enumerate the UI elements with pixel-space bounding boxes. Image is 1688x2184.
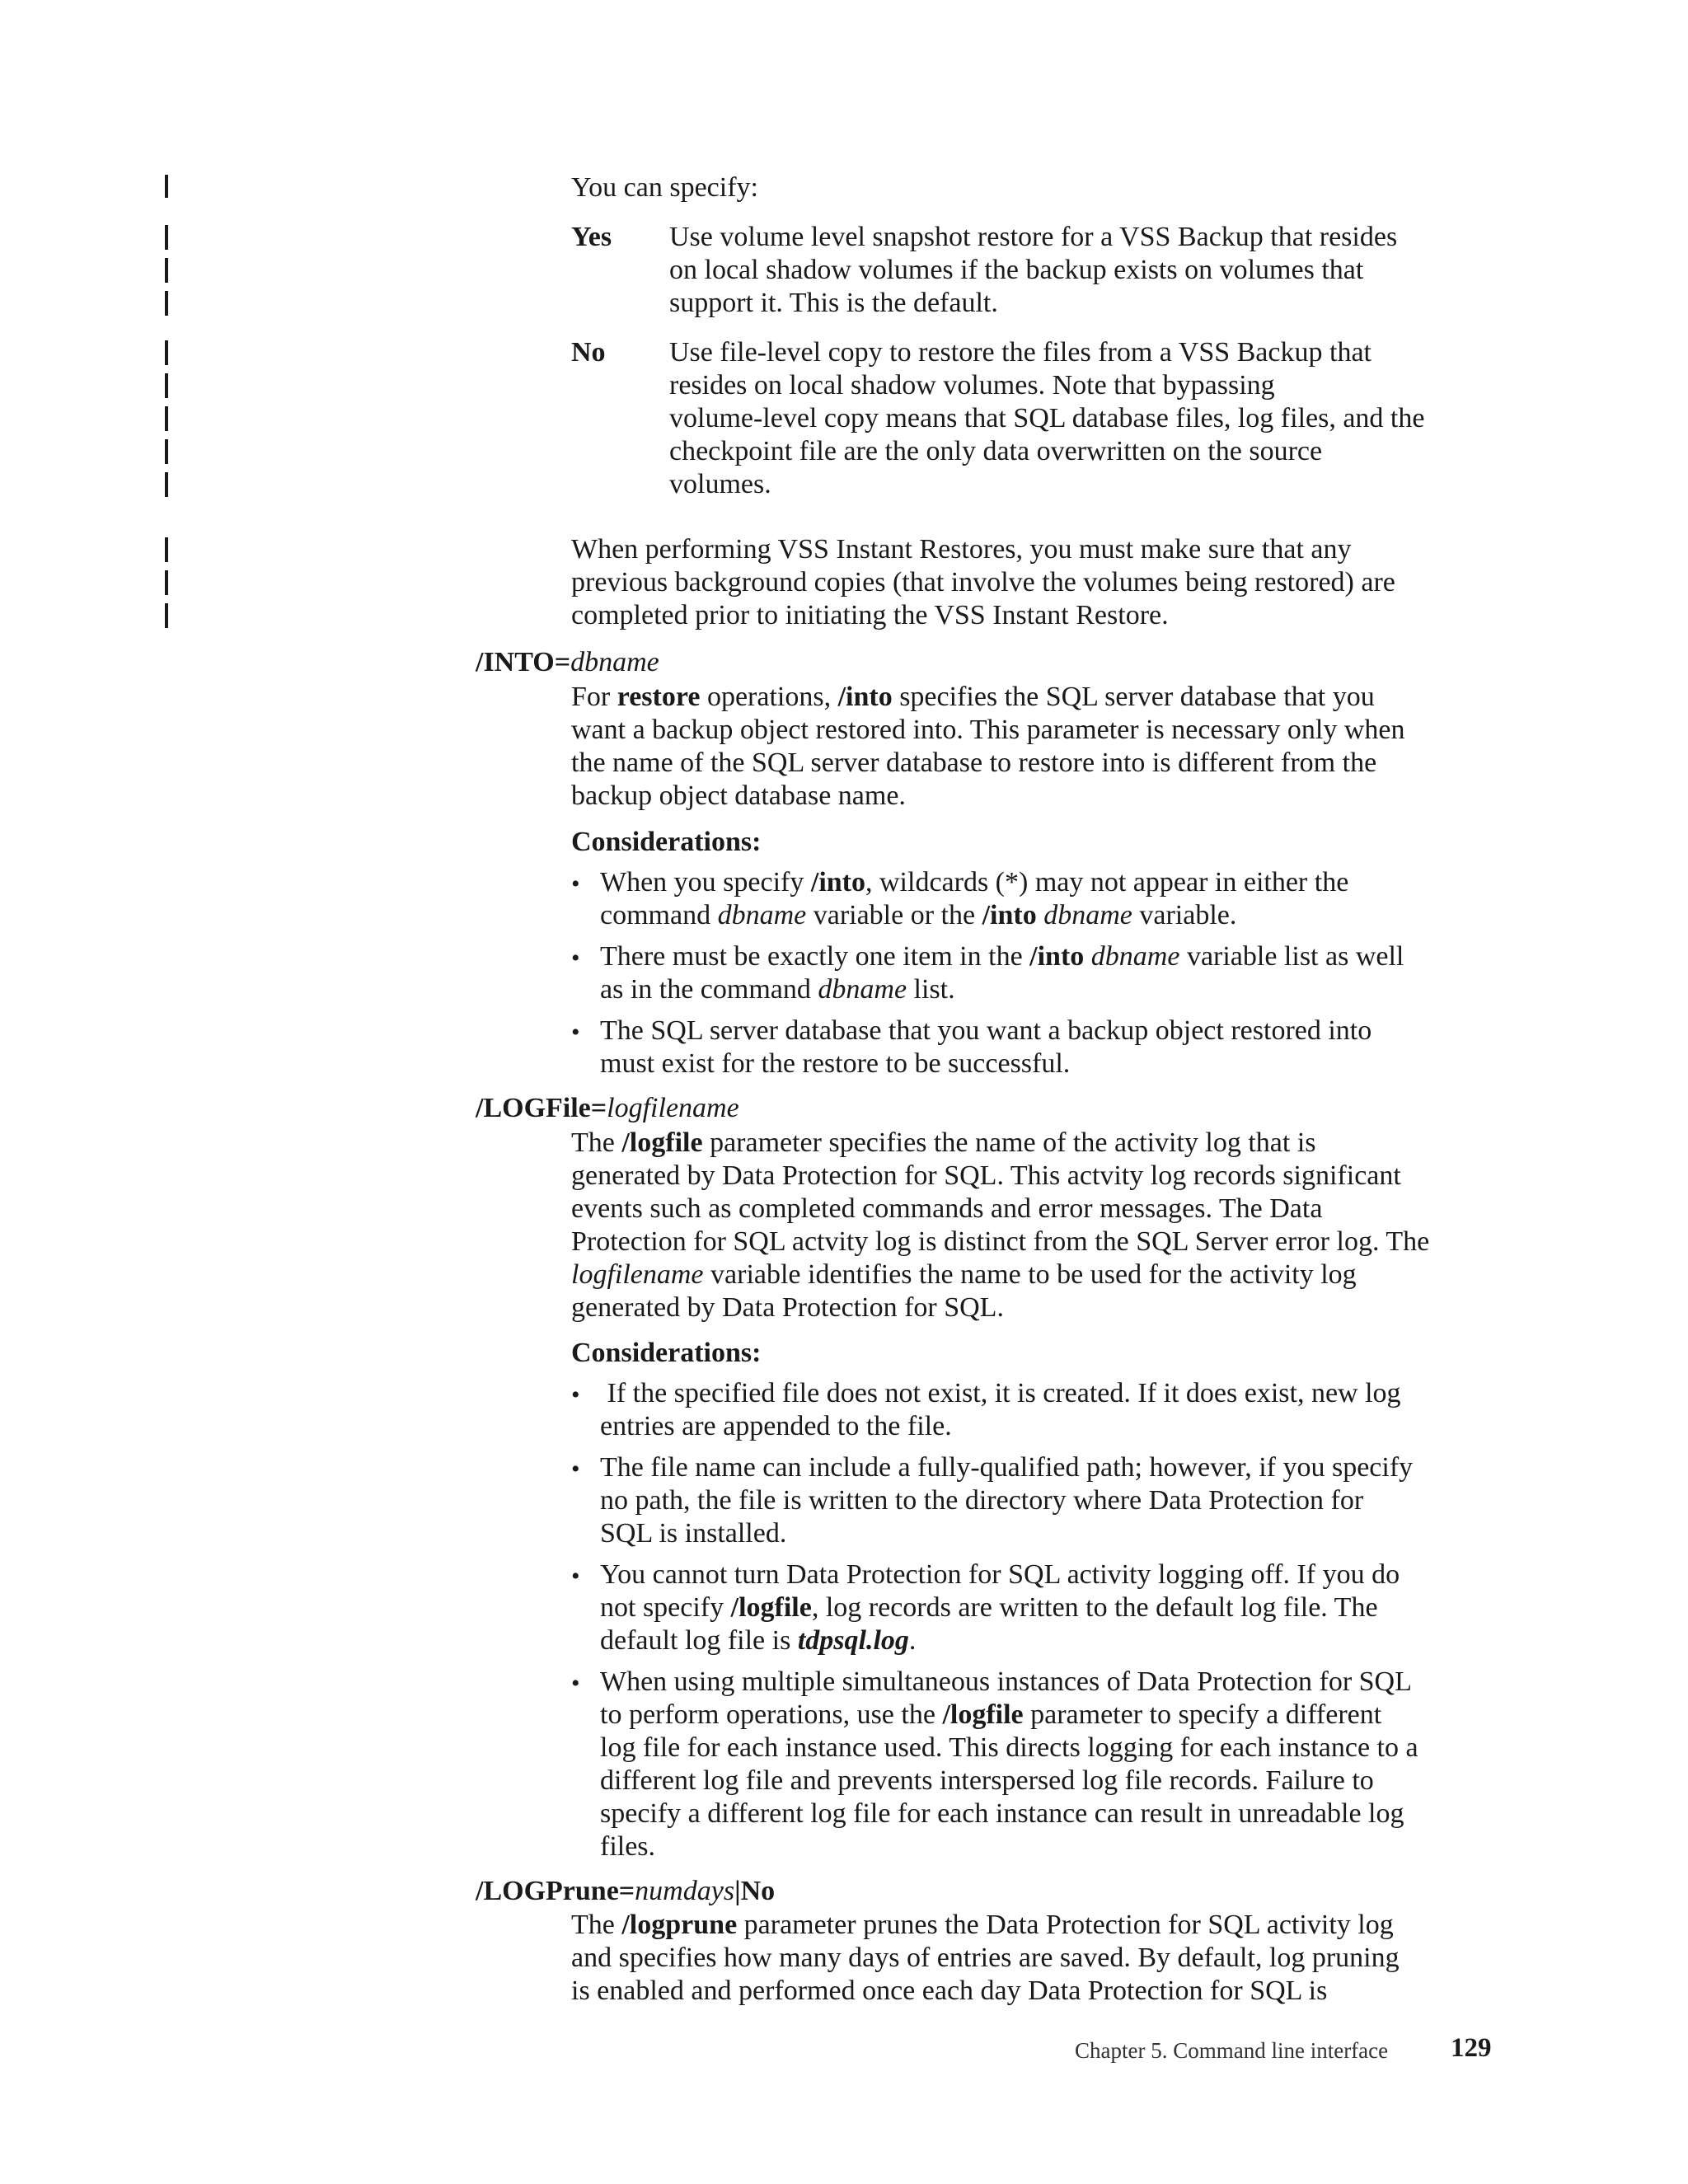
option-no-line: resides on local shadow volumes. Note that bypassing bbox=[669, 370, 1275, 401]
bold-term: /logfile bbox=[621, 1127, 703, 1158]
into-desc-line: backup object database name. bbox=[571, 780, 906, 811]
bold-term: restore bbox=[617, 682, 701, 712]
logprune-desc-line: and specifies how many days of entries are saved. By default, log pruning bbox=[571, 1943, 1400, 1973]
change-bar bbox=[165, 291, 168, 316]
option-label-yes: Yes bbox=[571, 222, 612, 252]
change-bar bbox=[165, 340, 168, 365]
intro-closing-line: When performing VSS Instant Restores, you must make sure that any bbox=[571, 534, 1352, 565]
into-considerations-heading: Considerations: bbox=[571, 827, 762, 857]
change-bar bbox=[165, 406, 168, 431]
logfile-desc-line: events such as completed commands and error messages. The Data bbox=[571, 1193, 1323, 1224]
change-bar bbox=[165, 373, 168, 398]
option-no-line: checkpoint file are the only data overwritten on the source bbox=[669, 436, 1323, 466]
text-run: . bbox=[908, 1625, 917, 1656]
bullet-icon: • bbox=[571, 944, 580, 972]
logfile-considerations-heading: Considerations: bbox=[571, 1338, 762, 1368]
footer-chapter: Chapter 5. Command line interface bbox=[1075, 2038, 1389, 2063]
footer-page-number: 129 bbox=[1451, 2033, 1492, 2063]
bullet-icon: • bbox=[571, 870, 580, 898]
into-desc-line bbox=[571, 681, 1375, 714]
bullet-icon: • bbox=[571, 1019, 580, 1046]
text-run: as in the command bbox=[600, 974, 818, 1005]
text-run: parameter to specify a different bbox=[1023, 1699, 1382, 1730]
change-bar bbox=[165, 439, 168, 464]
intro-closing-line: completed prior to initiating the VSS Instant Restore. bbox=[571, 600, 1169, 630]
option-label-no: No bbox=[571, 337, 606, 368]
logfile-bullet-line: files. bbox=[600, 1831, 656, 1862]
param-name: /LOGPrune= bbox=[476, 1876, 635, 1906]
logfile-bullet-line: When using multiple simultaneous instances of Data Protection for SQL bbox=[600, 1666, 1412, 1697]
bullet-icon: • bbox=[571, 1381, 580, 1408]
change-bar bbox=[165, 175, 168, 198]
change-bar bbox=[165, 225, 168, 250]
text-run: not specify bbox=[600, 1592, 731, 1623]
italic-term: dbname bbox=[717, 900, 807, 930]
logfile-bullet-line: no path, the file is written to the directory where Data Protection for bbox=[600, 1485, 1364, 1516]
logfile-desc-line bbox=[571, 1127, 1316, 1160]
text-run: parameter specifies the name of the activity log that is bbox=[702, 1127, 1316, 1158]
text-run: , wildcards (*) may not appear in either the bbox=[865, 867, 1349, 898]
change-bar bbox=[165, 537, 168, 562]
text-run: list. bbox=[907, 974, 955, 1005]
logprune-param-heading bbox=[476, 1875, 775, 1908]
param-variable: numdays bbox=[635, 1876, 735, 1906]
logfile-desc-line: generated by Data Protection for SQL. bbox=[571, 1292, 1004, 1323]
text-run: The bbox=[571, 1910, 622, 1940]
logfile-param-heading bbox=[476, 1092, 739, 1125]
italic-term: dbname bbox=[1090, 941, 1180, 972]
logfile-bullet-line: different log file and prevents interspersed log file records. Failure to bbox=[600, 1765, 1374, 1796]
intro-lead: You can specify: bbox=[571, 172, 758, 203]
param-option: No bbox=[740, 1876, 776, 1906]
param-name: /INTO= bbox=[476, 647, 571, 677]
text-run: There must be exactly one item in the bbox=[600, 941, 1030, 972]
text-run: specifies the SQL server database that you bbox=[892, 682, 1375, 712]
text-run: For bbox=[571, 682, 617, 712]
italic-term: dbname bbox=[1043, 900, 1132, 930]
text-run: variable list as well bbox=[1179, 941, 1404, 972]
logfile-bullet-line: If the specified file does not exist, it is created. If it does exist, new log bbox=[600, 1378, 1401, 1408]
text-run: variable identifies the name to be used for the activity log bbox=[703, 1259, 1357, 1290]
change-bar bbox=[165, 472, 168, 497]
text-run: The bbox=[571, 1127, 622, 1158]
text-run: to perform operations, use the bbox=[600, 1699, 943, 1730]
logfile-bullet-line: You cannot turn Data Protection for SQL activity logging off. If you do bbox=[600, 1559, 1400, 1590]
filename-term: tdpsql.log bbox=[797, 1625, 909, 1656]
italic-term: logfilename bbox=[571, 1259, 704, 1290]
param-separator: | bbox=[734, 1876, 741, 1906]
text-run: command bbox=[600, 900, 718, 930]
text-run: operations, bbox=[700, 682, 838, 712]
text-run: variable. bbox=[1132, 900, 1237, 930]
logfile-bullet-line: The file name can include a fully-qualified path; however, if you specify bbox=[600, 1452, 1414, 1483]
option-yes-line: Use volume level snapshot restore for a VSS Backup that resides bbox=[669, 222, 1398, 252]
text-run: parameter prunes the Data Protection for SQL activity log bbox=[737, 1910, 1394, 1940]
into-bullet-line bbox=[600, 866, 1348, 899]
logfile-bullet-line bbox=[600, 1591, 1378, 1624]
logprune-desc-line bbox=[571, 1909, 1394, 1942]
text-run bbox=[1084, 941, 1091, 972]
text-run bbox=[1037, 900, 1044, 930]
bold-term: /logprune bbox=[621, 1910, 738, 1940]
into-bullet-line bbox=[600, 973, 955, 1006]
option-no-line: volumes. bbox=[669, 469, 771, 499]
into-bullet-line bbox=[600, 899, 1236, 932]
text-run: default log file is bbox=[600, 1625, 798, 1656]
option-yes-line: on local shadow volumes if the backup exists on volumes that bbox=[669, 255, 1364, 285]
text-run: , log records are written to the default log file. The bbox=[811, 1592, 1378, 1623]
logfile-desc-line: Protection for SQL actvity log is distinct from the SQL Server error log. The bbox=[571, 1226, 1430, 1257]
logfile-bullet-line: SQL is installed. bbox=[600, 1518, 787, 1549]
logfile-bullet-line: log file for each instance used. This directs logging for each instance to a bbox=[600, 1732, 1418, 1763]
change-bar bbox=[165, 603, 168, 628]
bold-term: /into bbox=[982, 900, 1037, 930]
bold-term: /logfile bbox=[942, 1699, 1024, 1730]
into-bullet-line: The SQL server database that you want a backup object restored into bbox=[600, 1015, 1372, 1046]
bold-term: /into bbox=[1029, 941, 1085, 972]
change-bar bbox=[165, 258, 168, 283]
into-bullet-line bbox=[600, 940, 1404, 973]
logfile-bullet-line bbox=[600, 1699, 1381, 1732]
bold-term: /logfile bbox=[730, 1592, 812, 1623]
logfile-bullet-line bbox=[600, 1624, 916, 1657]
logfile-bullet-line: entries are appended to the file. bbox=[600, 1411, 952, 1441]
into-param-heading bbox=[476, 646, 659, 679]
logprune-desc-line: is enabled and performed once each day Data Protection for SQL is bbox=[571, 1975, 1328, 2006]
text-run: When you specify bbox=[600, 867, 811, 898]
bold-term: /into bbox=[810, 867, 865, 898]
bullet-icon: • bbox=[571, 1563, 580, 1590]
into-desc-line: want a backup object restored into. This parameter is necessary only when bbox=[571, 715, 1405, 745]
intro-closing-line: previous background copies (that involve the volumes being restored) are bbox=[571, 567, 1395, 598]
italic-term: dbname bbox=[818, 974, 907, 1005]
logfile-desc-line: generated by Data Protection for SQL. This actvity log records significant bbox=[571, 1160, 1401, 1191]
param-name: /LOGFile= bbox=[476, 1093, 607, 1123]
param-variable: logfilename bbox=[607, 1093, 739, 1123]
text-run: variable or the bbox=[806, 900, 982, 930]
logfile-desc-line bbox=[571, 1258, 1357, 1291]
bold-term: /into bbox=[837, 682, 893, 712]
logfile-bullet-line: specify a different log file for each instance can result in unreadable log bbox=[600, 1798, 1404, 1829]
param-variable: dbname bbox=[570, 647, 659, 677]
into-desc-line: the name of the SQL server database to restore into is different from the bbox=[571, 748, 1377, 778]
bullet-icon: • bbox=[571, 1455, 580, 1483]
into-bullet-line: must exist for the restore to be successful. bbox=[600, 1048, 1071, 1079]
option-no-line: Use file-level copy to restore the files from a VSS Backup that bbox=[669, 337, 1372, 368]
bullet-icon: • bbox=[571, 1670, 580, 1697]
change-bar bbox=[165, 570, 168, 595]
option-yes-line: support it. This is the default. bbox=[669, 288, 998, 318]
option-no-line: volume-level copy means that SQL database files, log files, and the bbox=[669, 403, 1425, 434]
